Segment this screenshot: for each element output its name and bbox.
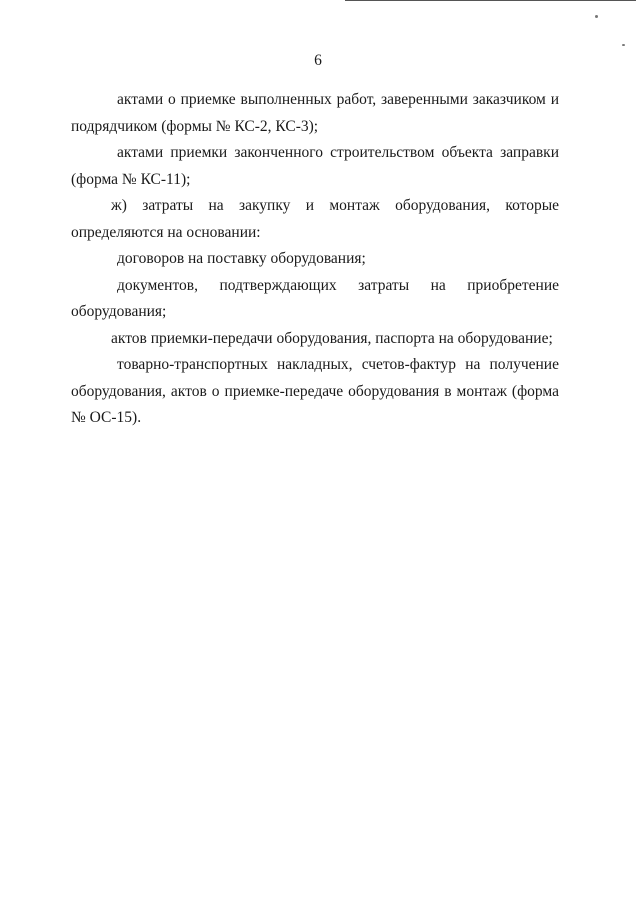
scan-speck <box>622 44 625 46</box>
paragraph-waybills-invoices: товарно-транспортных накладных, счетов-фактур на получение оборудования, актов о приемке-передаче оборудования в монтаж (форма № ОС-15). <box>71 356 559 426</box>
paragraph-transfer-acts: актов приемки-передачи оборудования, паспорта на оборудование; <box>111 329 553 347</box>
paragraph-supply-contracts: договоров на поставку оборудования; <box>117 250 366 267</box>
paragraph-acts-ks2-ks3: актами о приемке выполненных работ, заверенными заказчиком и подрядчиком (формы № КС-2, КС-3); <box>71 91 559 135</box>
document-body <box>71 87 559 432</box>
paragraph-equipment-costs: ж) затраты на закупку и монтаж оборудования, которые определяются на основании: <box>71 197 559 241</box>
paragraph-cost-documents: документов, подтверждающих затраты на приобретение оборудования; <box>71 276 559 320</box>
page-number: 6 <box>314 52 322 69</box>
scan-top-edge <box>345 0 636 1</box>
scan-speck <box>595 15 598 18</box>
paragraph-acts-ks11: актами приемки законченного строительством объекта заправки (форма № КС-11); <box>71 144 559 188</box>
